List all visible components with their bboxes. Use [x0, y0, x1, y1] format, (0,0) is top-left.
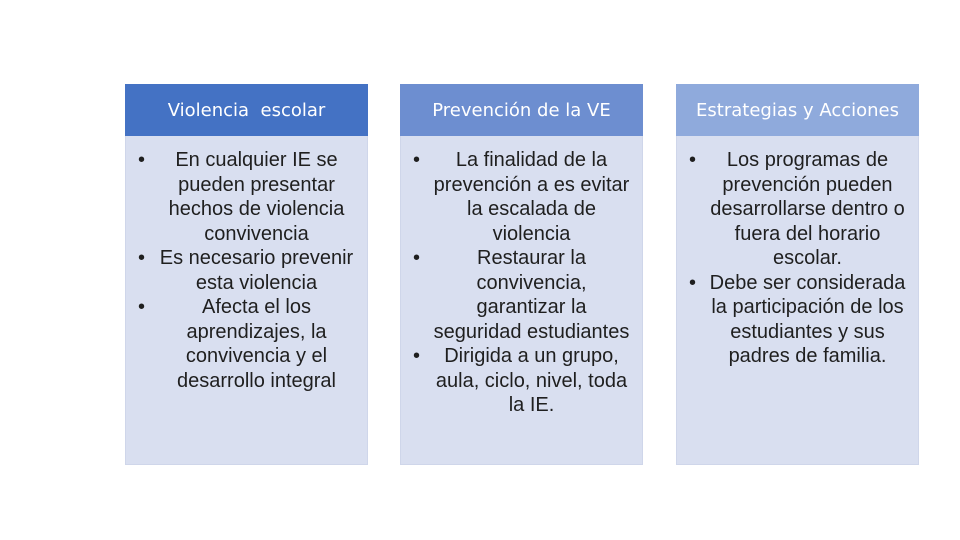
column-header: Estrategias y Acciones [676, 84, 919, 136]
bullet-item: • En cualquier IE se pueden presentar hechos de violencia convivencia [136, 148, 357, 246]
bullet-list [136, 148, 357, 393]
bullet-item: • La finalidad de la prevención a es evitar la escalada de violencia [411, 148, 632, 246]
bullet-item: • Afecta el los aprendizajes, la convivencia y el desarrollo integral [136, 295, 357, 393]
column-body [676, 136, 919, 465]
column-body [400, 136, 643, 465]
bullet-item: • Restaurar la convivencia, garantizar la seguridad estudiantes [411, 246, 632, 344]
bullet-item: • Debe ser considerada la participación de los estudiantes y sus padres de familia. [687, 271, 908, 369]
bullet-item: • Dirigida a un grupo, aula, ciclo, nivel, toda la IE. [411, 344, 632, 418]
bullet-list [411, 148, 632, 418]
bullet-list [687, 148, 908, 369]
bullet-item: • Es necesario prevenir esta violencia [136, 246, 357, 295]
column-violencia-escolar [125, 84, 368, 465]
column-estrategias [676, 84, 919, 465]
column-header: Prevención de la VE [400, 84, 643, 136]
column-header: Violencia escolar [125, 84, 368, 136]
bullet-item: • Los programas de prevención pueden desarrollarse dentro o fuera del horario escolar. [687, 148, 908, 271]
column-prevencion [400, 84, 643, 465]
column-body [125, 136, 368, 465]
